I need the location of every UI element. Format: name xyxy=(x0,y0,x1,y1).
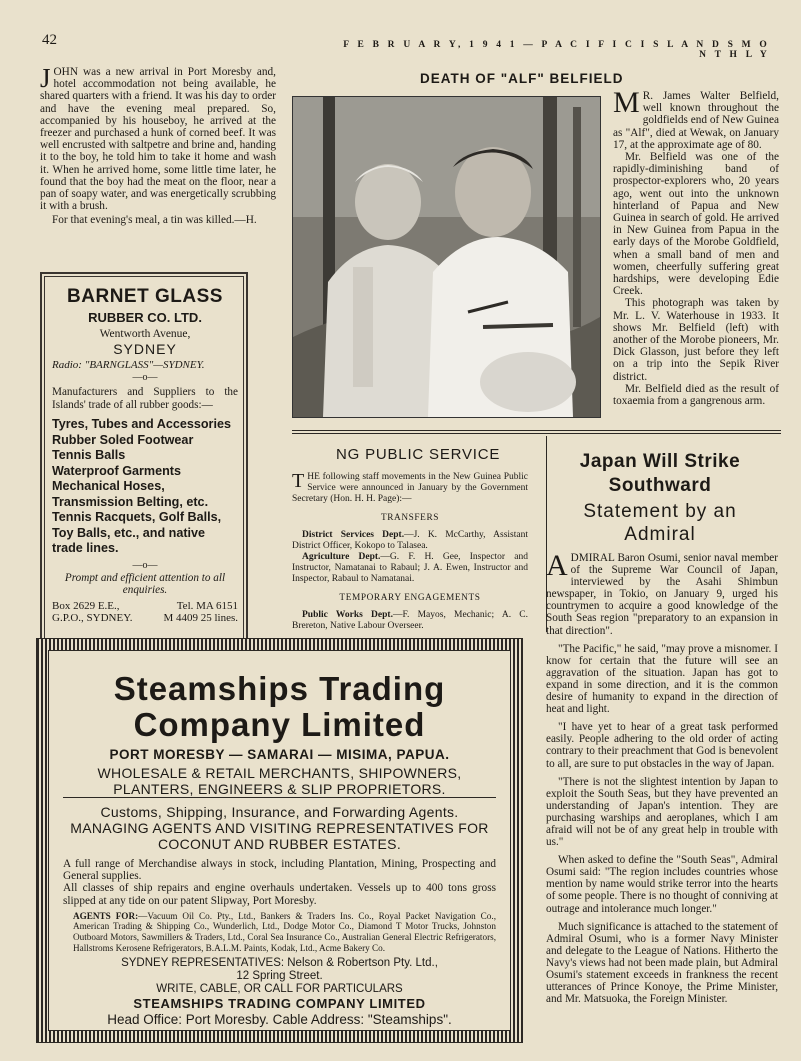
steamships-rep: 12 Spring Street. xyxy=(236,970,323,983)
john-para-2: For that evening's meal, a tin was killed.—H. xyxy=(52,214,257,227)
barnet-desc: Manufacturers and Suppliers to the Islands' trade of all rubber goods:— xyxy=(52,386,238,411)
japan-para-2: "The Pacific," he said, "may prove a misnomer. I know for certain that the future will see an aggravation of the situation. Japan has got to expand in some direction, and it is the common desire of humanity to expand in the direction of heat and light. xyxy=(546,642,778,716)
barnet-radio-value: "BARNGLASS"—SYDNEY. xyxy=(84,359,205,371)
japan-subtitle-line: Admiral xyxy=(624,524,696,545)
product-item: Tennis Balls xyxy=(52,448,126,462)
barnet-tel: Tel. MA 6151 xyxy=(176,599,238,612)
divider-rule xyxy=(292,433,781,434)
barnet-prompt: Prompt and efficient attention to all enquiries. xyxy=(64,571,226,596)
temp-item xyxy=(292,610,528,632)
separator: —o— xyxy=(132,372,158,383)
barnet-address-row xyxy=(52,600,238,613)
transfer-dept: District Services Dept. xyxy=(302,530,405,540)
steamships-line: WHOLESALE & RETAIL MERCHANTS, SHIPOWNERS, xyxy=(97,765,462,781)
product-item: Tyres, Tubes and Accessories xyxy=(52,417,231,431)
ng-service-body xyxy=(292,472,528,632)
japan-para-4: "There is not the slightest intention by Japan to exploit the South Seas, but they have prevented an understanding of Japan's intention. They are purchasing warships and aeroplanes, which I am afraid will not be of any great help in trouble with us." xyxy=(546,775,778,849)
steamships-ports: PORT MORESBY — SAMARAI — MISIMA, PAPUA. xyxy=(109,747,450,762)
japan-subtitle-line: Statement by an xyxy=(583,501,737,522)
alf-para-1: R. James Walter Belfield, well known throughout the goldfields end of New Guinea as "Alf", died at Wewak, on January 17, at the approximate age of 80. xyxy=(613,90,779,151)
separator: —o— xyxy=(132,559,158,571)
temp-engagements-heading: TEMPORARY ENGAGEMENTS xyxy=(339,593,481,603)
steamships-rep: SYDNEY REPRESENTATIVES: Nelson & Robertson Pty. Ltd., xyxy=(121,957,438,970)
steamships-line: Customs, Shipping, Insurance, and Forwarding Agents. xyxy=(100,804,459,820)
japan-para-1: DMIRAL Baron Osumi, senior naval member of the Supreme War Council of Japan, interviewed by the Asahi Shimbun newspaper, in Tokio, on January 9, urged his countrymen to acquire a good knowledge of the South Seas region "preparatory to an expansion in that direction". xyxy=(546,552,778,637)
dropcap: T xyxy=(292,470,305,492)
photo-image xyxy=(293,97,600,417)
barnet-lines: M 4409 25 lines. xyxy=(163,612,238,624)
steamships-line: MANAGING AGENTS AND VISITING REPRESENTATIVES FOR COCONUT AND RUBBER ESTATES. xyxy=(70,820,489,852)
dropcap: M xyxy=(613,86,640,119)
dropcap: A xyxy=(546,549,568,582)
barnet-gpo: G.P.O., SYDNEY. xyxy=(52,612,133,624)
japan-title-line: Japan Will Strike xyxy=(579,451,741,472)
japan-para-6: Much significance is attached to the statement of Admiral Osumi, who is a former Navy Minister and delegate to the League of Nations. Hitherto the Navy's views had not been made plain, but Admiral Osumi's statement exceeds in frankness the recent utterances of Prince Konoye, the Prime Minister, and Mr. Matsuoka, the Foreign Minister. xyxy=(546,920,778,1006)
temp-dept: Public Works Dept. xyxy=(302,610,393,620)
page-number: 42 xyxy=(42,32,57,48)
barnet-box: Box 2629 E.E., xyxy=(52,599,120,612)
transfer-detail: —G. F. H. Gee, Inspector and Instructor, Namatanai to Rabaul; J. A. Ewen, Instructor and Inspector, Rabaul to Namatanai. xyxy=(292,552,528,584)
barnet-street: Wentworth Avenue, xyxy=(99,328,191,340)
alf-article-text xyxy=(613,86,779,408)
barnet-city: SYDNEY xyxy=(113,341,177,357)
barnet-products xyxy=(52,417,238,557)
transfer-item xyxy=(292,530,528,552)
japan-para-3: "I have yet to hear of a great task performed easily. People adhering to the old order of acting contrary to their preachment that God is benevolent to all, are sure to put obstacles in the way of Japan. xyxy=(546,721,778,770)
ng-intro: HE following staff movements in the New Guinea Public Service were announced in January by the Government Secretary (Hon. H. H. Page):— xyxy=(292,472,528,504)
product-item: Rubber Soled Footwear xyxy=(52,432,194,447)
barnet-radio-label: Radio: xyxy=(52,359,82,371)
barnet-name: BARNET GLASS xyxy=(67,286,223,307)
product-item: Waterproof Garments xyxy=(52,463,181,478)
japan-article-text xyxy=(546,549,778,1006)
alf-para-3: This photograph was taken by Mr. L. V. Waterhouse in 1933. It shows Mr. Belfield (left) with another of the Morobe pioneers, Mr. Dick Glasson, just before they left on a trip into the Sepik River district. xyxy=(613,297,779,383)
alf-para-2: Mr. Belfield was one of the rapidly-diminishing band of prospector-explorers who, 20 years ago, went out into the unknown hinterland of Papua and New Guinea in search of gold. He arrived in New Guinea from Papua in the early days of the Morobe Goldfield, when a small band of men and women, cheerfully suffering great hardships, were developing Edie Creek. xyxy=(613,151,779,298)
steamships-body: All classes of ship repairs and engine overhauls undertaken. Vessels up to 400 tons gross slipped at any tide on our patent Slipway, Port Moresby. xyxy=(63,882,496,907)
japan-title xyxy=(560,450,760,498)
japan-para-5: When asked to define the "South Seas", Admiral Osumi said: "The region includes countries whose mention by name would strike terror into the hearts of some people. There is no thought of conniving at outrage and intolerance much longer." xyxy=(546,854,778,915)
product-item: Tennis Racquets, Golf Balls, Toy Balls, etc., and native trade lines. xyxy=(52,510,222,555)
ng-service-title: NG PUBLIC SERVICE xyxy=(336,446,501,463)
steamships-ad-inner xyxy=(48,650,511,1031)
john-para-1: OHN was a new arrival in Port Moresby and, hotel accommodation not being available, he shared quarters with a friend. It was his day to order and have the evening meal prepared. So, accompanied by his houseboy, he arrived at the freezer and purchased a hunk of corned beef. It was well encrusted with saltpetre and brine and, handing it to the boy, he told him to take it home and wash it. When he arrived home, some little time later, he found that the boy had the meat on the floor, near a pan of soapy water, and was energetically scrubbing it with a brush. xyxy=(40,66,276,213)
japan-subtitle xyxy=(560,500,760,546)
steamships-ad xyxy=(36,638,523,1043)
barnet-address-row xyxy=(52,612,238,625)
agents-list: —Vacuum Oil Co. Pty., Ltd., Bankers & Traders Ins. Co., Royal Packet Navigation Co., American Trading & Shipping Co., Wunderlich, Ltd., Dodge Motor Co., Diamond T Motor Trucks, Johnston Outboard Motors, Sawmillers & Traders, Ltd., Coral Sea Insurance Co., Australian General Electric Refrigerators, Hallstroms Kerosene Refrigerators, B.A.L.M. Paints, Kodak, Ltd., Acme Bakery Co. xyxy=(73,910,496,953)
transfer-item xyxy=(292,552,528,585)
steamships-company-caps: STEAMSHIPS TRADING COMPANY LIMITED xyxy=(133,996,426,1012)
steamships-write: WRITE, CABLE, OR CALL FOR PARTICULARS xyxy=(156,983,403,996)
dropcap: J xyxy=(40,63,51,93)
barnet-radio xyxy=(52,358,238,372)
steamships-head-office: Head Office: Port Moresby. Cable Address: "Steamships". xyxy=(107,1012,452,1028)
alf-heading: DEATH OF "ALF" BELFIELD xyxy=(420,71,624,86)
steamships-title: Steamships Trading xyxy=(113,670,446,707)
steamships-body: A full range of Merchandise always in stock, including Plantation, Mining, Prospecting and General supplies. xyxy=(63,858,496,883)
transfer-detail: —J. K. McCarthy, Assistant District Officer, Kokopo to Talasea. xyxy=(292,530,528,551)
belfield-glasson-photo xyxy=(292,96,601,418)
product-item: Mechanical Hoses, Transmission Belting, etc. xyxy=(52,479,209,509)
steamships-line: PLANTERS, ENGINEERS & SLIP PROPRIETORS. xyxy=(63,781,496,798)
transfer-dept: Agriculture Dept. xyxy=(302,552,381,562)
transfers-heading: TRANSFERS xyxy=(380,513,440,523)
steamships-agents xyxy=(63,911,496,953)
running-head: F E B R U A R Y, 1 9 4 1 — P A C I F I C I S L A N D S M O N T H L Y xyxy=(343,40,770,60)
john-story xyxy=(40,63,276,227)
divider-rule xyxy=(292,430,781,431)
barnet-company: RUBBER CO. LTD. xyxy=(88,310,202,325)
temp-detail: —F. Mayos, Mechanic; A. C. Brereton, Native Labour Overseer. xyxy=(292,610,529,631)
alf-para-4: Mr. Belfield died as the result of toxaemia from a gangrenous arm. xyxy=(613,382,779,408)
barnet-glass-ad xyxy=(40,272,248,648)
agents-label: AGENTS FOR: xyxy=(73,910,139,921)
japan-title-line: Southward xyxy=(608,475,712,496)
steamships-title: Company Limited xyxy=(133,706,426,743)
